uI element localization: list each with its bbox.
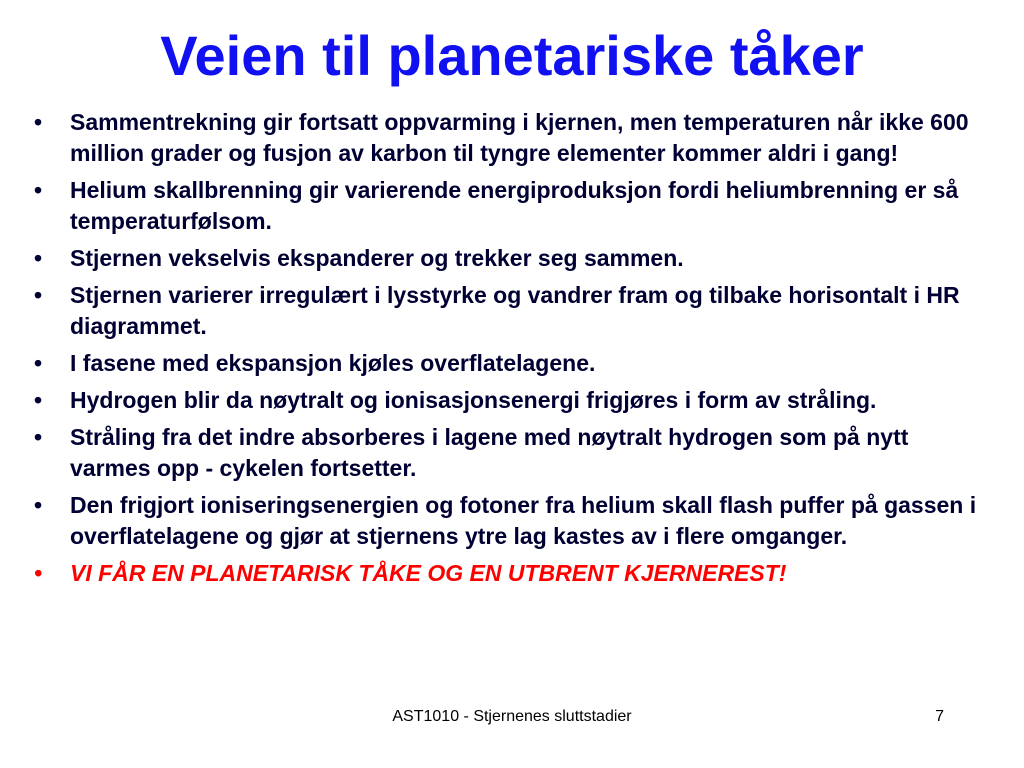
- bullet-text: Stjernen vekselvis ekspanderer og trekker seg sammen.: [70, 245, 684, 271]
- bullet-item: [28, 348, 988, 379]
- bullet-text: Sammentrekning gir fortsatt oppvarming i kjernen, men temperaturen når ikke 600 million grader og fusjon av karbon til tyngre elementer kommer aldri i gang!: [70, 109, 969, 166]
- slide-footer: [0, 704, 1024, 730]
- slide-title: Veien til planetariske tåker: [160, 24, 864, 87]
- bullet-dot: •: [33, 245, 43, 271]
- bullet-dot: •: [33, 424, 43, 450]
- bullet-text: I fasene med ekspansjon kjøles overflatelagene.: [70, 350, 596, 376]
- bullet-dot: •: [33, 109, 43, 135]
- bullet-item: [28, 175, 988, 237]
- bullet-text: Stjernen varierer irregulært i lysstyrke og vandrer fram og tilbake horisontalt i HR diagrammet.: [70, 282, 960, 339]
- bullet-dot: •: [33, 350, 43, 376]
- bullet-item: [28, 280, 988, 342]
- bullet-list: [28, 107, 988, 595]
- bullet-dot: •: [33, 560, 43, 586]
- bullet-dot: •: [33, 177, 43, 203]
- bullet-dot: •: [33, 387, 43, 413]
- bullet-item: [28, 107, 988, 169]
- bullet-text: Den frigjort ioniseringsenergien og fotoner fra helium skall flash puffer på gassen i overflatelagene og gjør at stjernens ytre lag kastes av i flere omganger.: [70, 492, 977, 549]
- bullet-text: Helium skallbrenning gir varierende energiproduksjon fordi heliumbrenning er så temperaturfølsom.: [70, 177, 959, 234]
- bullet-text: Hydrogen blir da nøytralt og ionisasjonsenergi frigjøres i form av stråling.: [70, 387, 877, 413]
- slide-page-number: 7: [935, 708, 944, 725]
- bullet-item: [28, 490, 988, 552]
- bullet-text: Stråling fra det indre absorberes i lagene med nøytralt hydrogen som på nytt varmes opp - cykelen fortsetter.: [70, 424, 909, 481]
- conclusion-text: VI FÅR EN PLANETARISK TÅKE OG EN UTBRENT KJERNEREST!: [70, 560, 787, 586]
- bullet-dot: •: [33, 282, 43, 308]
- conclusion-bullet: [28, 558, 988, 589]
- bullet-item: [28, 243, 988, 274]
- bullet-item: [28, 422, 988, 484]
- bullet-item: [28, 385, 988, 416]
- bullet-dot: •: [33, 492, 43, 518]
- footer-course-title: AST1010 - Stjernenes sluttstadier: [392, 708, 632, 725]
